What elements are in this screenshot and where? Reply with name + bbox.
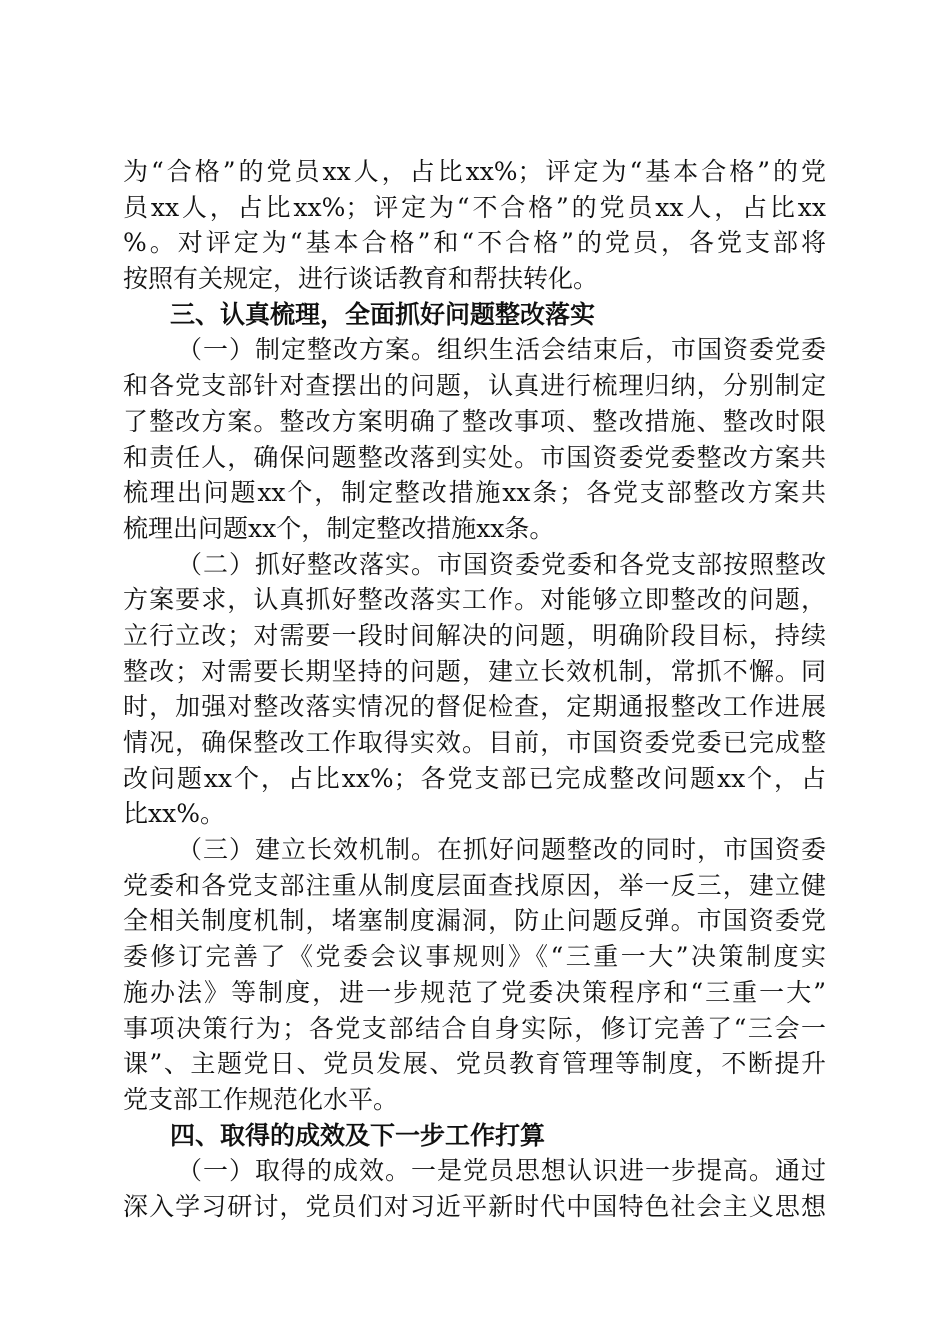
text-line: （一）取得的成效。一是党员思想认识进一步提高。通过 bbox=[177, 1156, 826, 1186]
text-line: 课”、主题党日、党员发展、党员教育管理等制度，不断提升 bbox=[123, 1049, 826, 1079]
paragraph bbox=[123, 154, 826, 297]
text-line: 梳理出问题xx个，制定整改措施xx条。 bbox=[123, 513, 555, 543]
heading-text: 四、取得的成效及下一步工作打算 bbox=[170, 1120, 546, 1150]
paragraph bbox=[123, 832, 826, 1118]
section-heading bbox=[123, 1118, 826, 1154]
text-line: 比xx%。 bbox=[123, 799, 225, 829]
text-line: 全相关制度机制，堵塞制度漏洞，防止问题反弹。市国资委党 bbox=[123, 906, 826, 936]
heading-text: 三、认真梳理，全面抓好问题整改落实 bbox=[170, 299, 596, 329]
text-line: 了整改方案。整改方案明确了整改事项、整改措施、整改时限 bbox=[123, 406, 826, 436]
text-line: 按照有关规定，进行谈话教育和帮扶转化。 bbox=[123, 264, 599, 294]
section-heading bbox=[123, 297, 826, 333]
text-line: 党委和各党支部注重从制度层面查找原因，举一反三，建立健 bbox=[123, 870, 826, 900]
text-line: %。对评定为“基本合格”和“不合格”的党员，各党支部将 bbox=[123, 228, 826, 258]
text-line: 情况，确保整改工作取得实效。目前，市国资委党委已完成整 bbox=[123, 728, 826, 757]
text-line: 整改；对需要长期坚持的问题，建立长效机制，常抓不懈。同 bbox=[123, 656, 826, 686]
text-line: 时，加强对整改落实情况的督促检查，定期通报整改工作进展 bbox=[123, 692, 826, 722]
text-line: 改问题xx个，占比xx%；各党支部已完成整改问题xx个，占 bbox=[123, 763, 826, 793]
text-line: 和责任人，确保问题整改落到实处。市国资委党委整改方案共 bbox=[123, 442, 826, 472]
text-line: （一）制定整改方案。组织生活会结束后，市国资委党委 bbox=[177, 335, 826, 365]
paragraph bbox=[123, 332, 826, 546]
text-line: 立行立改；对需要一段时间解决的问题，明确阶段目标，持续 bbox=[123, 620, 826, 650]
text-line: 深入学习研讨，党员们对习近平新时代中国特色社会主义思想 bbox=[123, 1191, 826, 1221]
text-line: 为“合格”的党员xx人，占比xx%；评定为“基本合格”的党 bbox=[123, 157, 826, 186]
text-line: （三）建立长效机制。在抓好问题整改的同时，市国资委 bbox=[177, 835, 826, 865]
text-line: 委修订完善了《党委会议事规则》《“三重一大”决策制度实 bbox=[123, 942, 826, 972]
text-line: 梳理出问题xx个，制定整改措施xx条；各党支部整改方案共 bbox=[123, 478, 826, 508]
text-line: （二）抓好整改落实。市国资委党委和各党支部按照整改 bbox=[177, 549, 826, 579]
paragraph bbox=[123, 1153, 826, 1224]
text-line: 党支部工作规范化水平。 bbox=[123, 1084, 399, 1114]
text-line: 事项决策行为；各党支部结合自身实际，修订完善了“三会一 bbox=[123, 1013, 826, 1043]
text-line: 方案要求，认真抓好整改落实工作。对能够立即整改的问题， bbox=[123, 585, 826, 615]
text-line: 施办法》等制度，进一步规范了党委决策程序和“三重一大” bbox=[123, 977, 826, 1007]
document-page bbox=[123, 154, 826, 1225]
text-line: 和各党支部针对查摆出的问题，认真进行梳理归纳，分别制定 bbox=[123, 371, 826, 401]
paragraph bbox=[123, 547, 826, 833]
text-line: 员xx人，占比xx%；评定为“不合格”的党员xx人，占比xx bbox=[123, 192, 826, 222]
